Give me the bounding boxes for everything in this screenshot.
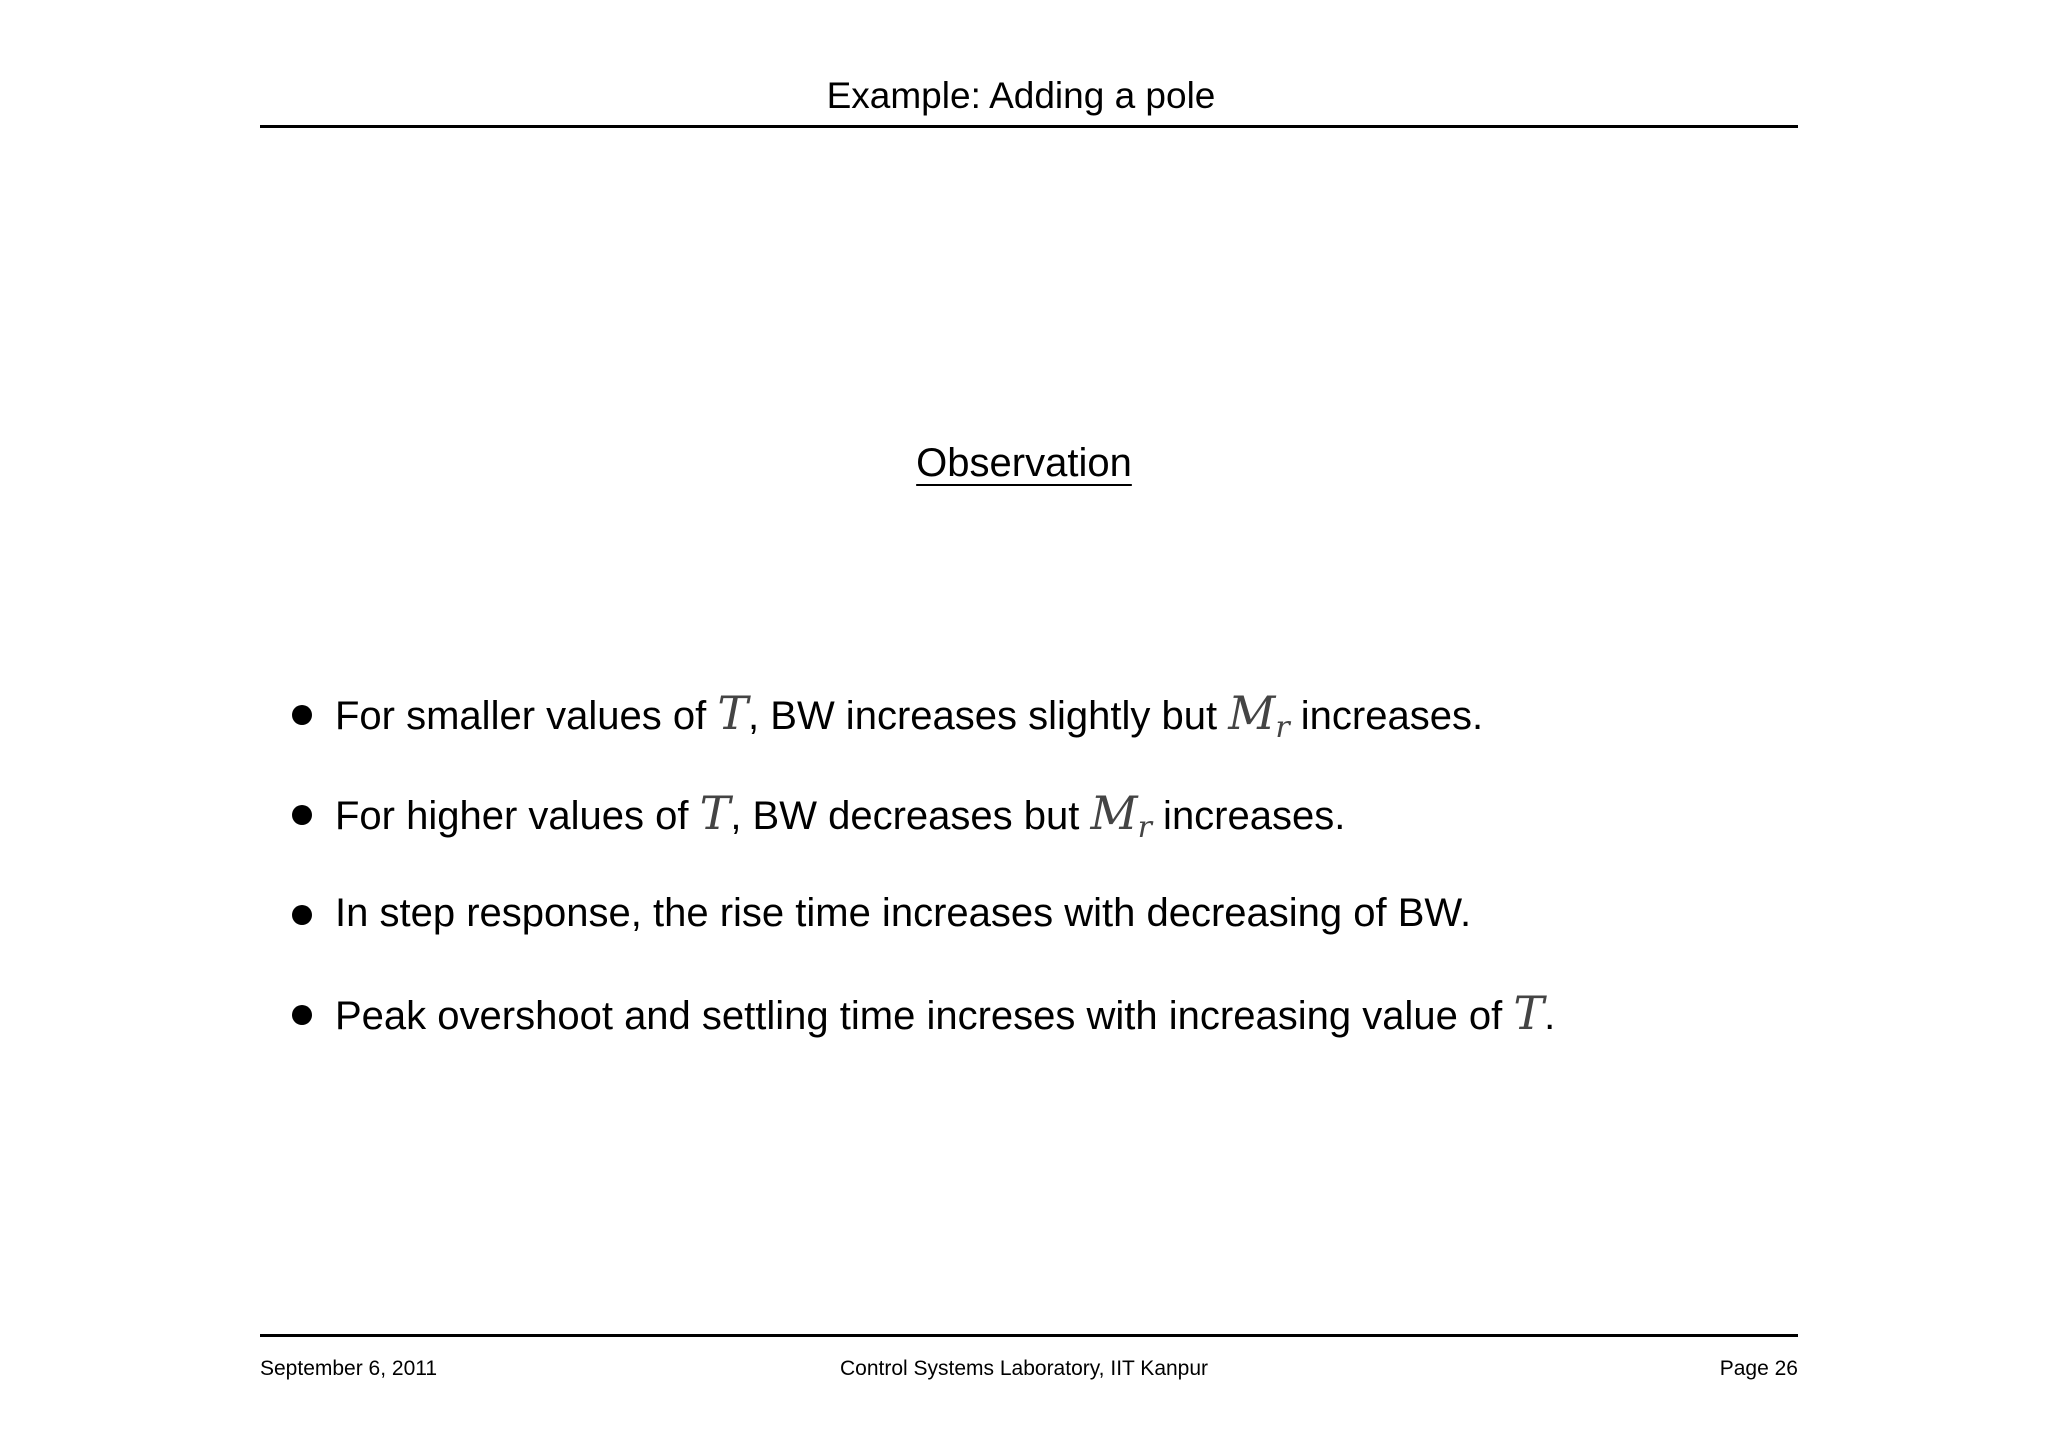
bullet-icon: [292, 705, 312, 725]
bullet-icon: [292, 905, 312, 925]
bullet-text-segment: In step response, the rise time increases with decreasing of BW.: [335, 891, 1472, 935]
section-heading-text: Observation: [916, 441, 1132, 485]
footer-institution: Control Systems Laboratory, IIT Kanpur: [839, 1357, 1209, 1380]
bullet-text-segment: , BW increases slightly but: [748, 694, 1229, 738]
bullet-icon: [292, 1005, 312, 1025]
footer-divider: [260, 1334, 1798, 1337]
bullet-text-segment: increases.: [1289, 694, 1484, 738]
bullet-text-segment: For higher values of: [335, 794, 700, 838]
bullet-text-segment: For smaller values of: [335, 694, 718, 738]
math-subscript: r: [1137, 810, 1152, 845]
bullet-text: [335, 785, 1345, 856]
math-symbol: $M_r$: [1090, 786, 1152, 845]
math-symbol: T: [1513, 986, 1545, 1040]
slide-title: Example: Adding a pole: [826, 75, 1216, 116]
bullet-text: [335, 685, 1483, 756]
bullet-text: [335, 985, 1555, 1044]
bullet-text-segment: Peak overshoot and settling time increses with increasing value of: [335, 994, 1514, 1038]
math-symbol: $M_r$: [1228, 686, 1290, 745]
page-number: Page 26: [1719, 1357, 1798, 1380]
section-heading: [0, 437, 2048, 489]
bullet-text-segment: increases.: [1151, 794, 1346, 838]
bullet-text-segment: .: [1544, 994, 1556, 1038]
math-symbol: T: [717, 686, 749, 740]
bullet-text-segment: , BW decreases but: [730, 794, 1091, 838]
math-subscript: r: [1275, 710, 1290, 745]
bullet-icon: [292, 805, 312, 825]
footer-date: September 6, 2011: [260, 1357, 438, 1380]
header-divider: [260, 125, 1798, 128]
math-symbol: T: [699, 786, 731, 840]
bullet-text: [335, 885, 1471, 941]
